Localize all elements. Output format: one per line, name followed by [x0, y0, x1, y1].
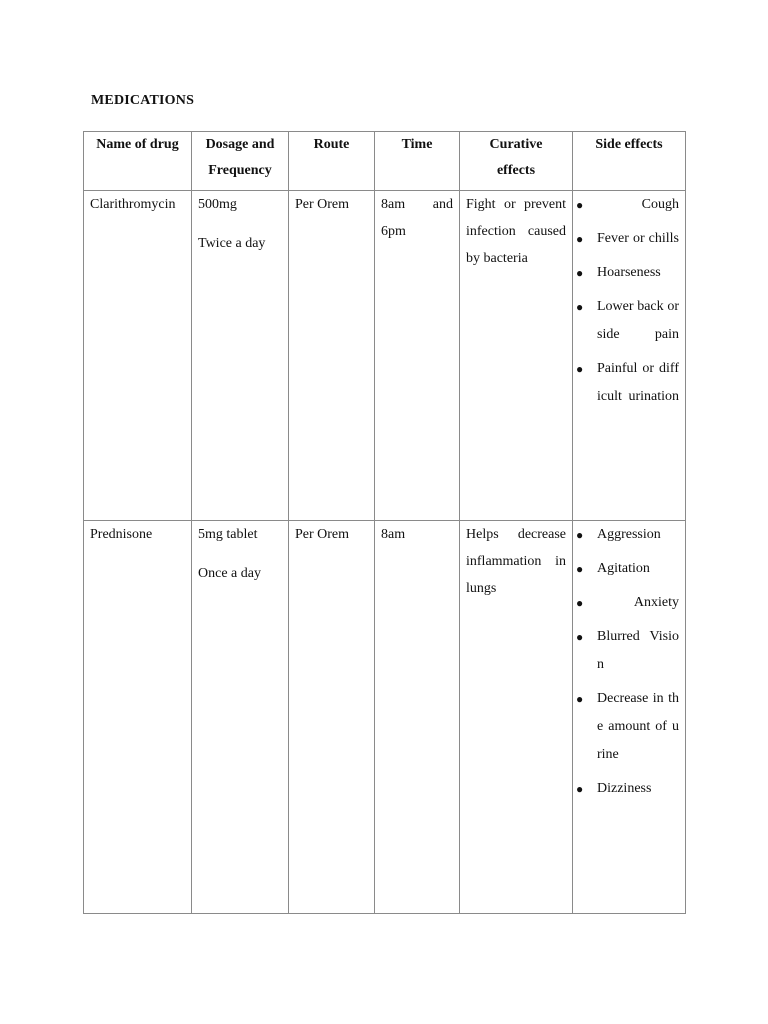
time-cell: [375, 191, 460, 521]
list-item: ● Blurred Vision: [579, 623, 679, 679]
header-dosage-line1: Dosage and: [205, 137, 275, 152]
page-title: MEDICATIONS: [91, 93, 195, 108]
frequency-value: Twice a day: [198, 236, 266, 251]
header-side-effects: Side effects: [573, 132, 686, 191]
curative-cell: Fight or prevent infection caused by bacteria: [460, 191, 573, 521]
table-row: [84, 521, 686, 914]
bullet-icon: ●: [576, 300, 584, 314]
dosage-value: 5mg tablet: [198, 527, 258, 542]
time-first: 8am: [381, 197, 406, 212]
dosage-value: 500mg: [198, 197, 237, 212]
list-item: ● Anxiety: [579, 589, 679, 617]
header-time: Time: [375, 132, 460, 191]
side-effects-cell: [573, 191, 686, 521]
list-item: ● Dizziness: [579, 775, 679, 803]
dosage-cell: [192, 191, 289, 521]
bullet-icon: ●: [576, 562, 584, 576]
frequency-value: Once a day: [198, 566, 261, 581]
header-curative-line2: effects: [496, 163, 536, 178]
dosage-cell: [192, 521, 289, 914]
bullet-icon: ●: [576, 782, 584, 796]
header-name-of-drug: Name of drug: [84, 132, 192, 191]
header-dosage-frequency: [192, 132, 289, 191]
time-line-1: [381, 191, 453, 218]
bullet-icon: ●: [576, 362, 584, 376]
route-cell: Per Orem: [289, 521, 375, 914]
time-second: 6pm: [381, 224, 406, 239]
side-effects-cell: [573, 521, 686, 914]
time-cell: 8am: [375, 521, 460, 914]
bullet-icon: ●: [576, 198, 584, 212]
drug-name-cell: Clarithromycin: [84, 191, 192, 521]
bullet-icon: ●: [576, 596, 584, 610]
table-header-row: [84, 132, 686, 191]
time-and: and: [432, 197, 453, 212]
bullet-icon: ●: [576, 232, 584, 246]
header-curative-line1: Curative: [489, 137, 543, 152]
list-item: ● Aggression: [579, 521, 679, 549]
curative-cell: Helps decrease inflammation in lungs: [460, 521, 573, 914]
bullet-icon: ●: [576, 266, 584, 280]
header-route: Route: [289, 132, 375, 191]
bullet-icon: ●: [576, 528, 584, 542]
medications-table: [83, 131, 686, 914]
list-item: ● Agitation: [579, 555, 679, 583]
side-effects-list: [576, 191, 679, 411]
list-item: ● Fever or chills: [579, 225, 679, 253]
header-dosage-line2: Frequency: [208, 163, 272, 178]
header-curative-effects: [460, 132, 573, 191]
route-cell: Per Orem: [289, 191, 375, 521]
list-item: ● Painful or difficult urination: [579, 355, 679, 411]
drug-name-cell: Prednisone: [84, 521, 192, 914]
list-item: ● Hoarseness: [579, 259, 679, 287]
table-row: [84, 191, 686, 521]
list-item: ● Lower back or side pain: [579, 293, 679, 349]
bullet-icon: ●: [576, 630, 584, 644]
list-item: ● Decrease in the amount of urine: [579, 685, 679, 769]
bullet-icon: ●: [576, 692, 584, 706]
list-item: ● Cough: [579, 191, 679, 219]
side-effects-list: [576, 521, 679, 803]
